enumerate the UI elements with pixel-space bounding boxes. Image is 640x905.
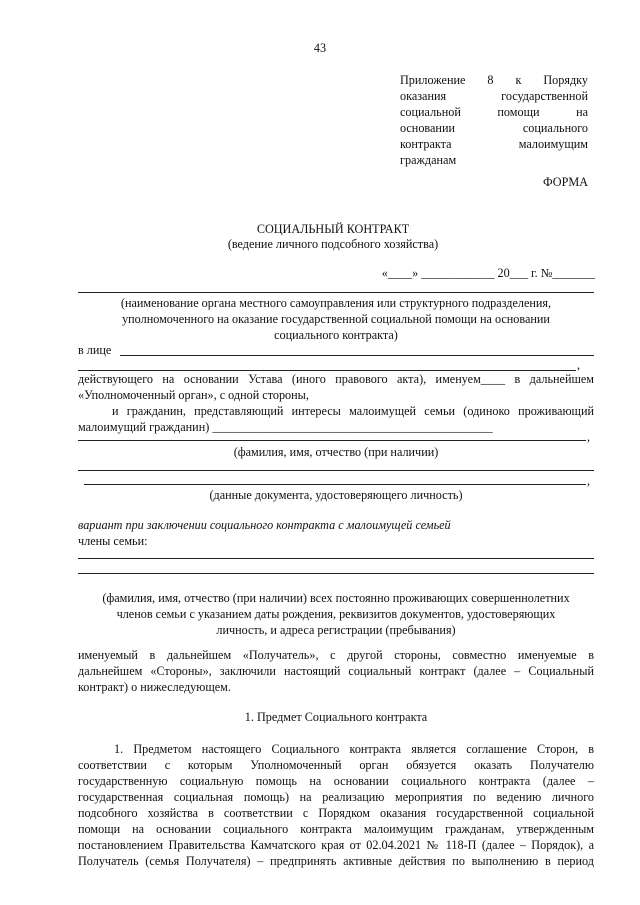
- fio-caption: (фамилия, имя, отчество (при наличии): [233, 445, 439, 459]
- appendix-line: основании социального: [400, 121, 588, 135]
- in-person-line: [120, 355, 594, 356]
- appendix-line: социальной помощи на: [400, 105, 588, 119]
- section-1-paragraph: 1. Предметом настоящего Социального контракта является соглашение Сторон, в соответствии с которым Уполномоченный орган обязуется оказать Получателю государственную социальную помощь на основании социального контракта (далее – государственная социальная помощь) на реализацию мероприятия по ведению личного подсобного хозяйства в соответствии с Порядком оказания государственной социальной помощи на основании социального контракта малоимущим гражданам, утвержденным постановлением Правительства Камчатского края от 02.04.2021 № 118-П (далее – Порядок), а Получатель (семья Получателя) – предпринять активные действия по выполнению в период: [78, 742, 594, 868]
- citizen-name-line: [78, 440, 586, 441]
- citizen-paragraph: и гражданин, представляющий интересы малоимущей семьи (одиноко проживающий малоимущий гражданин) ______________________________________________: [78, 404, 594, 434]
- contract-title: СОЦИАЛЬНЫЙ КОНТРАКТ: [256, 222, 410, 236]
- in-person-label: в лице: [78, 343, 112, 357]
- appendix-line: оказания государственной: [400, 89, 588, 103]
- page-number: 43: [313, 41, 327, 55]
- variant-note: вариант при заключении социального контракта с малоимущей семьей: [78, 518, 451, 532]
- section-1-title: 1. Предмет Социального контракта: [244, 710, 428, 724]
- form-label: ФОРМА: [543, 175, 588, 189]
- family-line-1: [78, 558, 594, 559]
- appendix-block: [400, 72, 588, 168]
- document-line-2: [84, 484, 586, 485]
- appendix-line: гражданам: [400, 153, 457, 167]
- comma: ,: [587, 430, 591, 444]
- family-label: члены семьи:: [78, 534, 148, 548]
- appendix-line: Приложение 8 к Порядку: [400, 73, 588, 87]
- document-line-1: [78, 470, 594, 471]
- named-paragraph: именуемый в дальнейшем «Получатель», с другой стороны, совместно именуемые в дальнейшем «Стороны», заключили настоящий социальный контракт (далее – Социальный контракт) о нижеследующем.: [78, 648, 594, 694]
- contract-subtitle: (ведение личного подсобного хозяйства): [227, 237, 439, 251]
- doc-caption: (данные документа, удостоверяющего личность): [209, 488, 463, 502]
- comma: ,: [587, 474, 591, 488]
- org-caption: (наименование органа местного самоуправления или структурного подразделения, уполномоченного на оказание государственной социальной помощи на основании социального контракта): [120, 296, 552, 342]
- comma: ,: [577, 358, 581, 372]
- org-name-line: [78, 292, 594, 293]
- acting-paragraph: действующего на основании Устава (иного правового акта), именуем____ в дальнейшем «Уполномоченный орган», с одной стороны,: [78, 372, 594, 402]
- family-line-2: [78, 573, 594, 574]
- date-number-line: «____» ____________ 20___ г. №_______: [381, 266, 595, 280]
- family-caption: (фамилия, имя, отчество (при наличии) всех постоянно проживающих совершеннолетних членов семьи с указанием даты рождения, реквизитов документов, удостоверяющих личность, и адреса регистрации (пребывания): [102, 591, 570, 637]
- appendix-line: контракта малоимущим: [400, 137, 588, 151]
